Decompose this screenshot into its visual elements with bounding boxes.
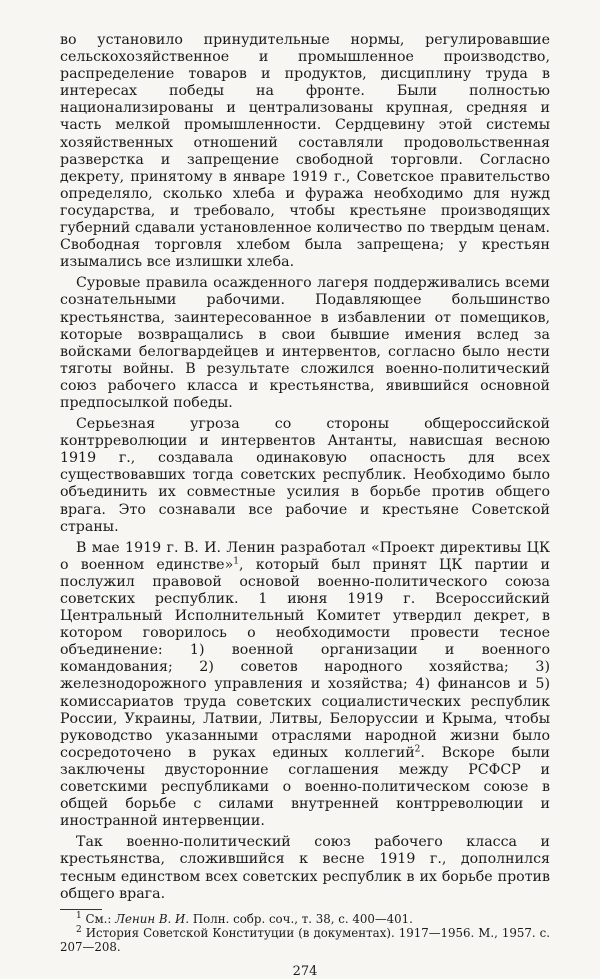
page-number: 274 bbox=[292, 963, 318, 979]
document-page bbox=[60, 32, 550, 979]
footnote-1-author: Ленин В. И. bbox=[115, 911, 190, 926]
paragraph-4-text-c: . Вскоре были заключены двусторонние соглашения между РСФСР и советскими республиками о военно-политическом союзе в общей борьбе с силами внутренней контрреволюции и иностранной интервенции. bbox=[60, 744, 551, 830]
footnote-1 bbox=[60, 912, 550, 926]
footnote-1-source: Полн. собр. соч., т. 38, с. 400—401. bbox=[189, 911, 413, 926]
footnote-1-mark: 1 bbox=[76, 910, 82, 921]
footnote-divider bbox=[60, 909, 102, 910]
footnote-2 bbox=[60, 926, 550, 954]
paragraph-4-text-b: , который был принят ЦК партии и послужил правовой основой военно-политического союза советских республик. 1 июня 1919 г. Всероссийский Центральный Исполнительный Комитет утвердил декрет, в котором говорилось о необходимости провести тесное объединение: 1) военной организации и военного командования; 2) советов народного хозяйства; 3) железнодорожного управления и хозяйства; 4) финансов и 5) комиссариатов труда советских социалистических республик России, Украины, Латвии, Литвы, Белоруссии и Крыма, чтобы руководство указанными отраслями народной жизни было сосредоточено в руках единых коллегий bbox=[60, 556, 550, 761]
paragraph-4-text-a: В мае 1919 г. В. И. Ленин разработал «Проект директивы ЦК о военном единстве» bbox=[60, 539, 550, 573]
footnote-ref-1: 1 bbox=[233, 556, 239, 567]
paragraph-3: Серьезная угроза со стороны общероссийской контрреволюции и интервентов Антанты, нависшая весною 1919 г., создавала одинаковую опасность для всех существовавших тогда советских республик. Необходимо было объединить их совместные усилия в борьбе против общего врага. Это сознавали все рабочие и крестьяне Советской страны. bbox=[60, 416, 550, 535]
paragraph-5: Так военно-политический союз рабочего класса и крестьянства, сложившийся к весне 1919 г., дополнился тесным единством всех советских республик в их борьбе против общего врага. bbox=[60, 834, 550, 902]
footnote-2-mark: 2 bbox=[76, 924, 82, 935]
footnote-1-prefix: См.: bbox=[85, 911, 116, 926]
footnote-ref-2: 2 bbox=[414, 744, 421, 755]
paragraph-2: Суровые правила осажденного лагеря поддерживались всеми сознательными рабочими. Подавляющее большинство крестьянства, заинтересованное в избавлении от помещиков, которые возвращались в свои бывшие имения вслед за войсками белогвардейцев и интервентов, согласно было нести тяготы войны. В результате сложился военно-политический союз рабочего класса и крестьянства, явившийся основной предпосылкой победы. bbox=[60, 275, 550, 411]
footnote-2-text: История Советской Конституции (в документах). 1917—1956. М., 1957. с. 207—208. bbox=[60, 925, 550, 954]
paragraph-4 bbox=[60, 540, 550, 831]
paragraph-1: во установило принудительные нормы, регулировавшие сельскохозяйственное и промышленное производство, распределение товаров и продуктов, дисциплину труда в интересах победы на фронте. Были полностью национализированы и централизованы крупная, средняя и часть мелкой промышленности. Сердцевину этой системы хозяйственных отношений составляли продовольственная разверстка и запрещение свободной торговли. Согласно декрету, принятому в январе 1919 г., Советское правительство определяло, сколько хлеба и фуража необходимо для нужд государства, и требовало, чтобы крестьяне производящих губерний сдавали установленное количество по твердым ценам. Свободная торговля хлебом была запрещена; у крестьян изымались все излишки хлеба. bbox=[60, 32, 550, 271]
